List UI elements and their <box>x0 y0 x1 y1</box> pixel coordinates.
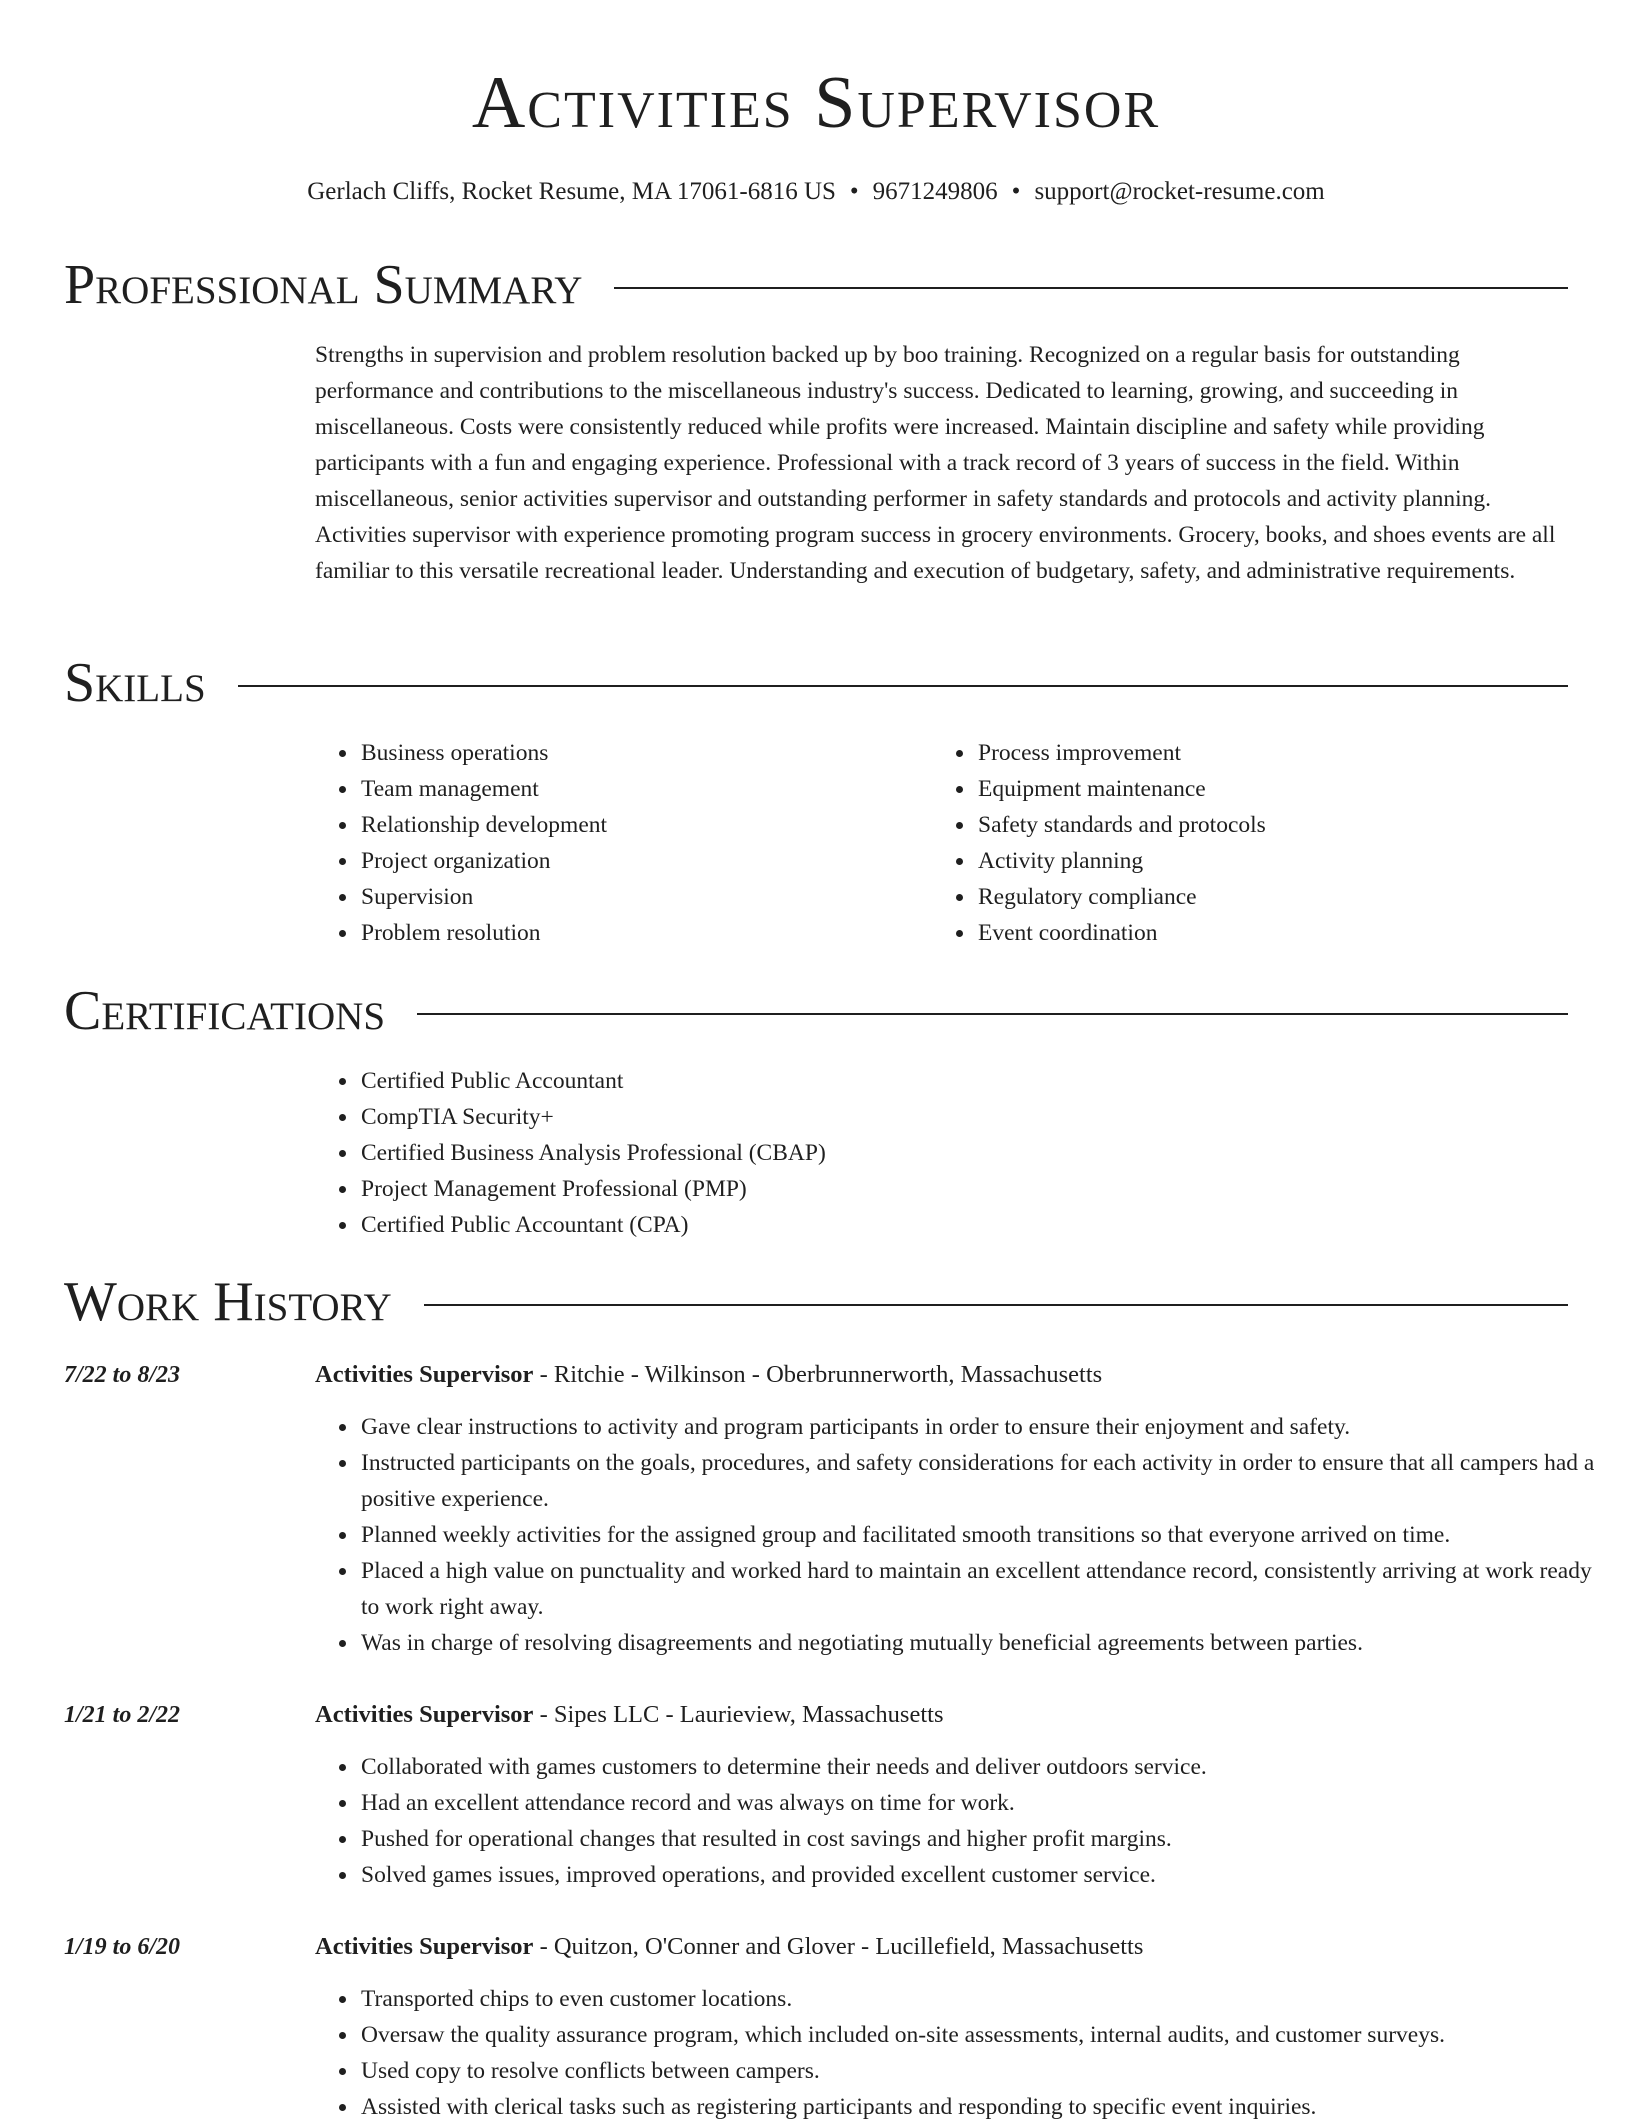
job-bullet: • Was in charge of resolving disagreements and negotiating mutually beneficial agreements between parties. <box>359 1625 1615 1661</box>
contact-address: Gerlach Cliffs, Rocket Resume, MA 17061-6816 US <box>307 178 836 205</box>
job-dates: 7/22 to 8/23 <box>64 1362 181 1388</box>
summary-text: Strengths in supervision and problem resolution backed up by boo training. Recognized on a regular basis for outstanding performance and contributions to the miscellaneous industry's success. Dedicated to learning, growing, and succeeding in miscellaneous. Costs were consistently reduced while profits were increased. Maintain discipline and safety while providing participants with a fun and engaging experience. Professional with a track record of 3 years of success in the field. Within miscellaneous, senior activities supervisor and outstanding performer in safety standards and protocols and activity planning. Activities supervisor with experience promoting program success in grocery environments. Grocery, books, and shoes events are all familiar to this versatile recreational leader. Understanding and execution of budgetary, safety, and administrative requirements. <box>315 342 1556 584</box>
skills-heading: Skills <box>64 652 206 714</box>
job-bullet: • Placed a high value on punctuality and worked hard to maintain an excellent attendance record, consistently arriving at work ready to work right away. <box>359 1553 1615 1625</box>
section-divider <box>614 287 1568 289</box>
job-bullet: • Solved games issues, improved operations, and provided excellent customer service. <box>359 1857 1615 1893</box>
resume-name: Activities Supervisor <box>471 62 1161 144</box>
job-bullet: • Pushed for operational changes that resulted in cost savings and higher profit margins. <box>359 1821 1615 1857</box>
skill-item: • Team management <box>359 771 607 807</box>
skill-item: • Project organization <box>359 843 607 879</box>
skill-item: • Activity planning <box>976 843 1266 879</box>
skill-item: • Relationship development <box>359 807 607 843</box>
job-employer: - Sipes LLC - Laurieview, Massachusetts <box>533 1701 944 1728</box>
skill-item: • Equipment maintenance <box>976 771 1266 807</box>
summary-section-header <box>64 253 1568 317</box>
contact-separator: • <box>1011 178 1021 205</box>
job-bullet: • Assisted with clerical tasks such as registering participants and responding to specific event inquiries. <box>359 2089 1615 2125</box>
certifications-list <box>315 1063 826 1243</box>
skill-item: • Safety standards and protocols <box>976 807 1266 843</box>
job-bullet-list <box>315 1409 1615 1661</box>
contact-line <box>0 174 1632 210</box>
job-role: Activities Supervisor <box>315 1361 534 1388</box>
section-divider <box>238 685 1568 687</box>
job-title-line <box>315 1929 1143 1965</box>
job-dates: 1/21 to 2/22 <box>64 1702 181 1728</box>
skill-item: • Regulatory compliance <box>976 879 1266 915</box>
work-history-heading: Work History <box>64 1271 392 1333</box>
certification-item: • Certified Public Accountant <box>359 1063 826 1099</box>
section-divider <box>417 1013 1568 1015</box>
contact-phone: 9671249806 <box>872 178 998 205</box>
skill-item: • Process improvement <box>976 735 1266 771</box>
job-title-line <box>315 1357 1102 1393</box>
certification-item: • Project Management Professional (PMP) <box>359 1171 826 1207</box>
job-bullet: • Instructed participants on the goals, procedures, and safety considerations for each activity in order to ensure that all campers had a positive experience. <box>359 1445 1615 1517</box>
job-employer: - Quitzon, O'Conner and Glover - Lucillefield, Massachusetts <box>533 1933 1144 1960</box>
certifications-block <box>315 1063 826 1243</box>
job-bullets <box>315 1409 1615 1661</box>
job-bullets <box>315 1981 1615 2125</box>
job-bullet-list <box>315 1749 1615 1893</box>
job-bullet: • Planned weekly activities for the assigned group and facilitated smooth transitions so that everyone arrived on time. <box>359 1517 1615 1553</box>
job-bullet-list <box>315 1981 1615 2125</box>
certification-item: • Certified Public Accountant (CPA) <box>359 1207 826 1243</box>
job-dates: 1/19 to 6/20 <box>64 1934 181 1960</box>
job-bullet: • Had an excellent attendance record and was always on time for work. <box>359 1785 1615 1821</box>
skills-left-column <box>315 735 607 951</box>
job-bullet: • Oversaw the quality assurance program, which included on-site assessments, internal audits, and customer surveys. <box>359 2017 1615 2053</box>
skills-right-list <box>932 735 1266 951</box>
job-employer: - Ritchie - Wilkinson - Oberbrunnerworth, Massachusetts <box>533 1361 1103 1388</box>
skill-item: • Problem resolution <box>359 915 607 951</box>
skills-right-column <box>932 735 1266 951</box>
job-bullets <box>315 1749 1615 1893</box>
job-bullet: • Gave clear instructions to activity and program participants in order to ensure their enjoyment and safety. <box>359 1409 1615 1445</box>
skills-left-list <box>315 735 607 951</box>
work-history-section-header <box>64 1270 1568 1334</box>
job-role: Activities Supervisor <box>315 1933 534 1960</box>
job-bullet: • Transported chips to even customer locations. <box>359 1981 1615 2017</box>
skill-item: • Event coordination <box>976 915 1266 951</box>
certification-item: • Certified Business Analysis Professional (CBAP) <box>359 1135 826 1171</box>
summary-heading: Professional Summary <box>64 254 583 316</box>
certification-item: • CompTIA Security+ <box>359 1099 826 1135</box>
skill-item: • Business operations <box>359 735 607 771</box>
contact-email[interactable]: support@rocket-resume.com <box>1034 178 1325 205</box>
contact-separator: • <box>849 178 859 205</box>
skills-section-header <box>64 651 1568 715</box>
job-role: Activities Supervisor <box>315 1701 534 1728</box>
skill-item: • Supervision <box>359 879 607 915</box>
section-divider <box>424 1304 1568 1306</box>
job-bullet: • Used copy to resolve conflicts between campers. <box>359 2053 1615 2089</box>
certifications-heading: Certifications <box>64 980 386 1042</box>
job-title-line <box>315 1697 944 1733</box>
job-bullet: • Collaborated with games customers to determine their needs and deliver outdoors service. <box>359 1749 1615 1785</box>
certifications-section-header <box>64 979 1568 1043</box>
